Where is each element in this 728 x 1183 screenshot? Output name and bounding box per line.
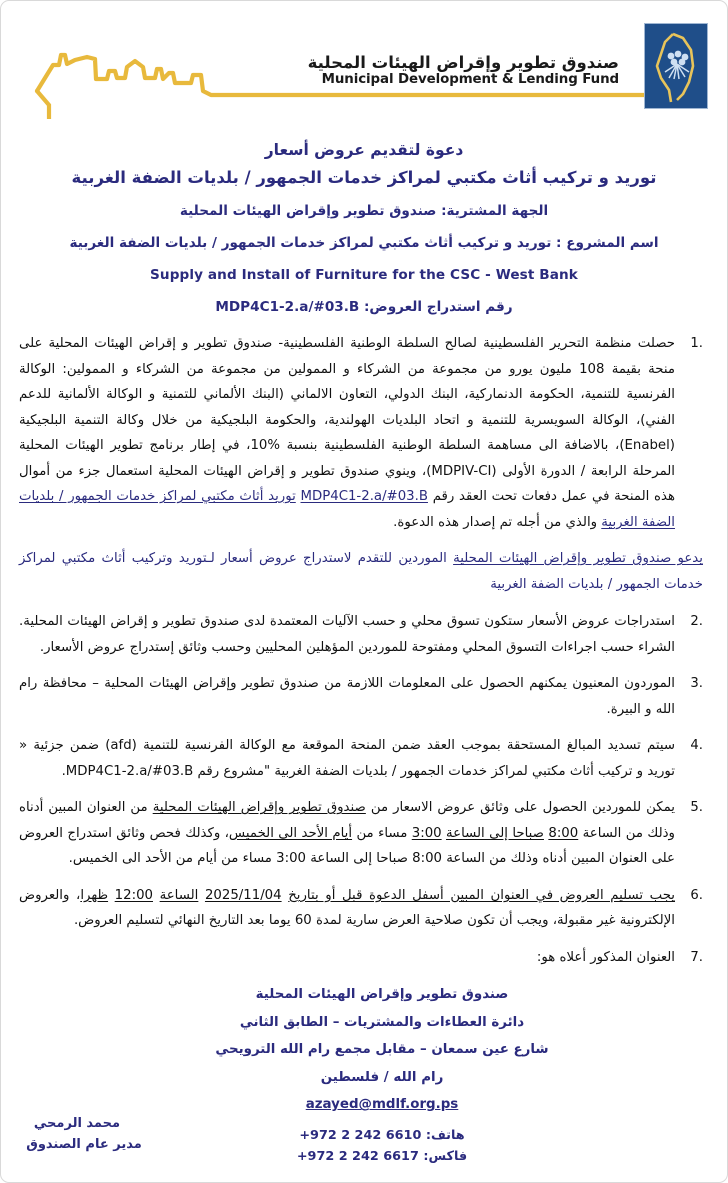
submission-deadline-noon: ظهرا: [80, 887, 109, 903]
office-close-time: 3:00: [411, 825, 442, 841]
clause-5-part4: مساء من: [356, 825, 408, 841]
fax-label: فاكس:: [423, 1148, 468, 1164]
address-line-department: دائرة العطاءات والمشتريات – الطابق الثاني: [239, 1014, 525, 1030]
project-number: MDP4C1-2.a/#03.B: [65, 763, 194, 779]
clause-1-part3: ، بالاضافة الى مساهمة السلطة الوطنية الفلسطينية بنسبة: [286, 438, 620, 454]
rfq-label: رقم استدراج العروض:: [364, 299, 513, 315]
clause-5: [19, 795, 705, 872]
signatory-name: محمد الرمحي: [33, 1116, 121, 1132]
pa-contribution-percent: 10%: [250, 438, 281, 454]
clause-4-part1: سيتم تسديد المبالغ المستحقة بموجب العقد ضمن المنحة الموقعة مع الوكالة الفرنسية للتنمية: [143, 738, 676, 754]
mdlf-logo: [644, 23, 708, 109]
clause-7: [19, 945, 705, 971]
clause-4-part3: .: [61, 763, 66, 779]
contact-email-link[interactable]: azayed@mdlf.org.ps: [305, 1097, 459, 1113]
office-working-days: أيام الأحد الى الخميس: [228, 825, 353, 841]
contract-number: MDP4C1-2.a/#03.B: [300, 489, 428, 505]
page-title-secondary: توريد و تركيب أثاث مكتبي لمراكز خدمات الجمهور / بلديات الضفة الغربية: [71, 168, 657, 187]
document-body: [1, 331, 727, 1167]
page-title-primary: دعوة لتقديم عروض أسعار: [264, 141, 464, 159]
clause-1-part5: ، وينوي صندوق تطوير و إقراض الهيئات المحلية استعمال جزء من أموال هذه المنحة في عمل دفعات تحت العقد رقم: [19, 463, 675, 505]
clause-5-part5: ، وكذلك فحص وثائق استدراج العروض على العنوان المبين أدناه وذلك من الساعة 8:00 صباحا إلى الساعة 3:00 مساء من أيام من الأحد الى الخميس.: [19, 825, 675, 867]
clause-6-part1: يجب تسليم العروض في العنوان المبين أسفل الدعوة قبل أو بتاريخ: [288, 887, 676, 903]
contract-title: توريد أثاث مكتبي لمراكز خدمات الجمهور / بلديات الضفة الغربية: [19, 489, 675, 530]
submission-deadline-date: 2025/11/04: [204, 887, 282, 903]
clause-1-part4: ، في إطار برنامج تطوير الهيئات المحلية المرحلة الرابعة / الدورة الأولى: [19, 438, 675, 479]
address-block: [19, 981, 705, 1118]
brand-name-arabic: صندوق تطوير وإقراض الهيئات المحلية: [307, 53, 619, 72]
phone-label: هاتف:: [425, 1127, 465, 1143]
document-source-office: صندوق تطوير وإقراض الهيئات المحلية: [152, 800, 366, 816]
grant-amount: 108: [579, 361, 605, 377]
address-line-city: رام الله / فلسطين: [320, 1069, 444, 1085]
clause-7-text: العنوان المذكور أعلاه هو:: [536, 949, 675, 965]
brand-text: [308, 53, 619, 88]
document-header: [1, 1, 727, 119]
clause-6: [19, 883, 705, 934]
project-name-english: Supply and Install of Furniture for the CSC - West Bank: [150, 267, 578, 283]
offer-validity-days: 60: [294, 913, 312, 929]
invitation-rest: الموردين للتقدم لاستدراج عروض أسعار لـتوريد وتركيب أثاث مكتبي لمراكز خدمات الجمهور / بلديات الضفة الغربية: [19, 551, 703, 592]
rfq-number: MDP4C1-2.a/#03.B: [215, 299, 360, 315]
clause-6-part4: يوما بعد التاريخ النهائي لتسليم العروض.: [73, 913, 291, 929]
phone-number: +972 2 242 6610: [299, 1127, 422, 1143]
clause-4: [19, 733, 705, 784]
afd-label: (afd): [105, 738, 137, 754]
clause-3-text: الموردون المعنيون يمكنهم الحصول على المعلومات اللازمة من صندوق تطوير وإقراض الهيئات المحلية – محافظة رام الله و البيرة.: [19, 676, 675, 717]
clause-1: [19, 331, 705, 535]
clause-3: [19, 671, 705, 722]
fax-number: +972 2 242 6617: [296, 1148, 419, 1164]
brand-name-english: Municipal Development & Lending Fund: [321, 72, 619, 88]
clause-1-part1: حصلت منظمة التحرير الفلسطينية لصالح السلطة الوطنية الفلسطينية- صندوق تطوير و إقراض الهيئات المحلية على منحة بقيمة: [19, 336, 675, 377]
clause-2-text: استدراجات عروض الأسعار ستكون تسوق محلي و حسب الآليات المعتمدة لدى صندوق تطوير و إقراض الهيئات المحلية. الشراء حسب اجراءات التسوق المحلي ومفتوحة للموردين المؤهلين المحليين وحسب وثائق إستدراج عروض الأسعار.: [19, 614, 675, 655]
invitation-paragraph: [19, 546, 705, 597]
clause-5-part1: يمكن للموردين الحصول على وثائق عروض الاسعار من: [370, 800, 675, 816]
invitation-issuer: يدعو صندوق تطوير وإقراض الهيئات المحلية: [453, 551, 703, 567]
enabel-label: (Enabel): [619, 438, 675, 454]
clause-1-part7: والذي من أجله تم إصدار هذه الدعوة.: [393, 514, 598, 530]
clause-5-part2: من العنوان المبين أدناه وذلك من الساعة: [19, 800, 675, 841]
clause-4-part2: ضمن جزئية « توريد و تركيب أثاث مكتبي لمراكز خدمات الجمهور / بلديات الضفة الغربية "مشروع رقم: [19, 738, 675, 779]
clause-6-part3: ، والعروض الإلكترونية غير مقبولة، ويجب أن تكون صلاحية العرض سارية لمدة: [19, 887, 675, 929]
mdpiv-program-code: (MDPIV-CI): [426, 463, 497, 479]
rfq-number-line: [1, 299, 727, 315]
clause-2: [19, 609, 705, 660]
project-name-arabic: اسم المشروع : توريد و تركيب أثاث مكتبي لمراكز خدمات الجمهور / بلديات الضفة الغربية: [69, 235, 659, 251]
signatory-title: مدير عام الصندوق: [26, 1137, 142, 1153]
signature-block: [1, 1114, 167, 1156]
buyer-line: الجهة المشترية: صندوق تطوير وإقراض الهيئات المحلية: [179, 203, 549, 219]
address-line-street: شارع عين سمعان – مقابل مجمع رام الله الترويحي: [215, 1042, 549, 1058]
submission-deadline-time: 12:00: [114, 887, 153, 903]
clause-1-part2: مليون يورو من مجموعة من الشركاء و الممولين من مجموعة من الشركاء و الممولين: الوكالة الفرنسية للتنمية، الحكومة الدنماركية، البنك الدولي، التعاون الالماني (البنك الألماني للتمنية و الوكالة الألمانية للدعم الفني)، الوكالة السويسرية للتنمية و اتحاد البلديات الهولندية، والحكومة البلجيكية من خلال وكالة التنمية البلجيكية: [19, 361, 675, 428]
address-line-organization: صندوق تطوير وإقراض الهيئات المحلية: [255, 987, 509, 1003]
clause-6-part2: الساعة: [159, 887, 199, 903]
page-title-block: [1, 141, 727, 187]
clause-5-part3: صباحا إلى الساعة: [446, 825, 544, 841]
office-open-time: 8:00: [548, 825, 579, 841]
clauses-list: [19, 331, 705, 970]
